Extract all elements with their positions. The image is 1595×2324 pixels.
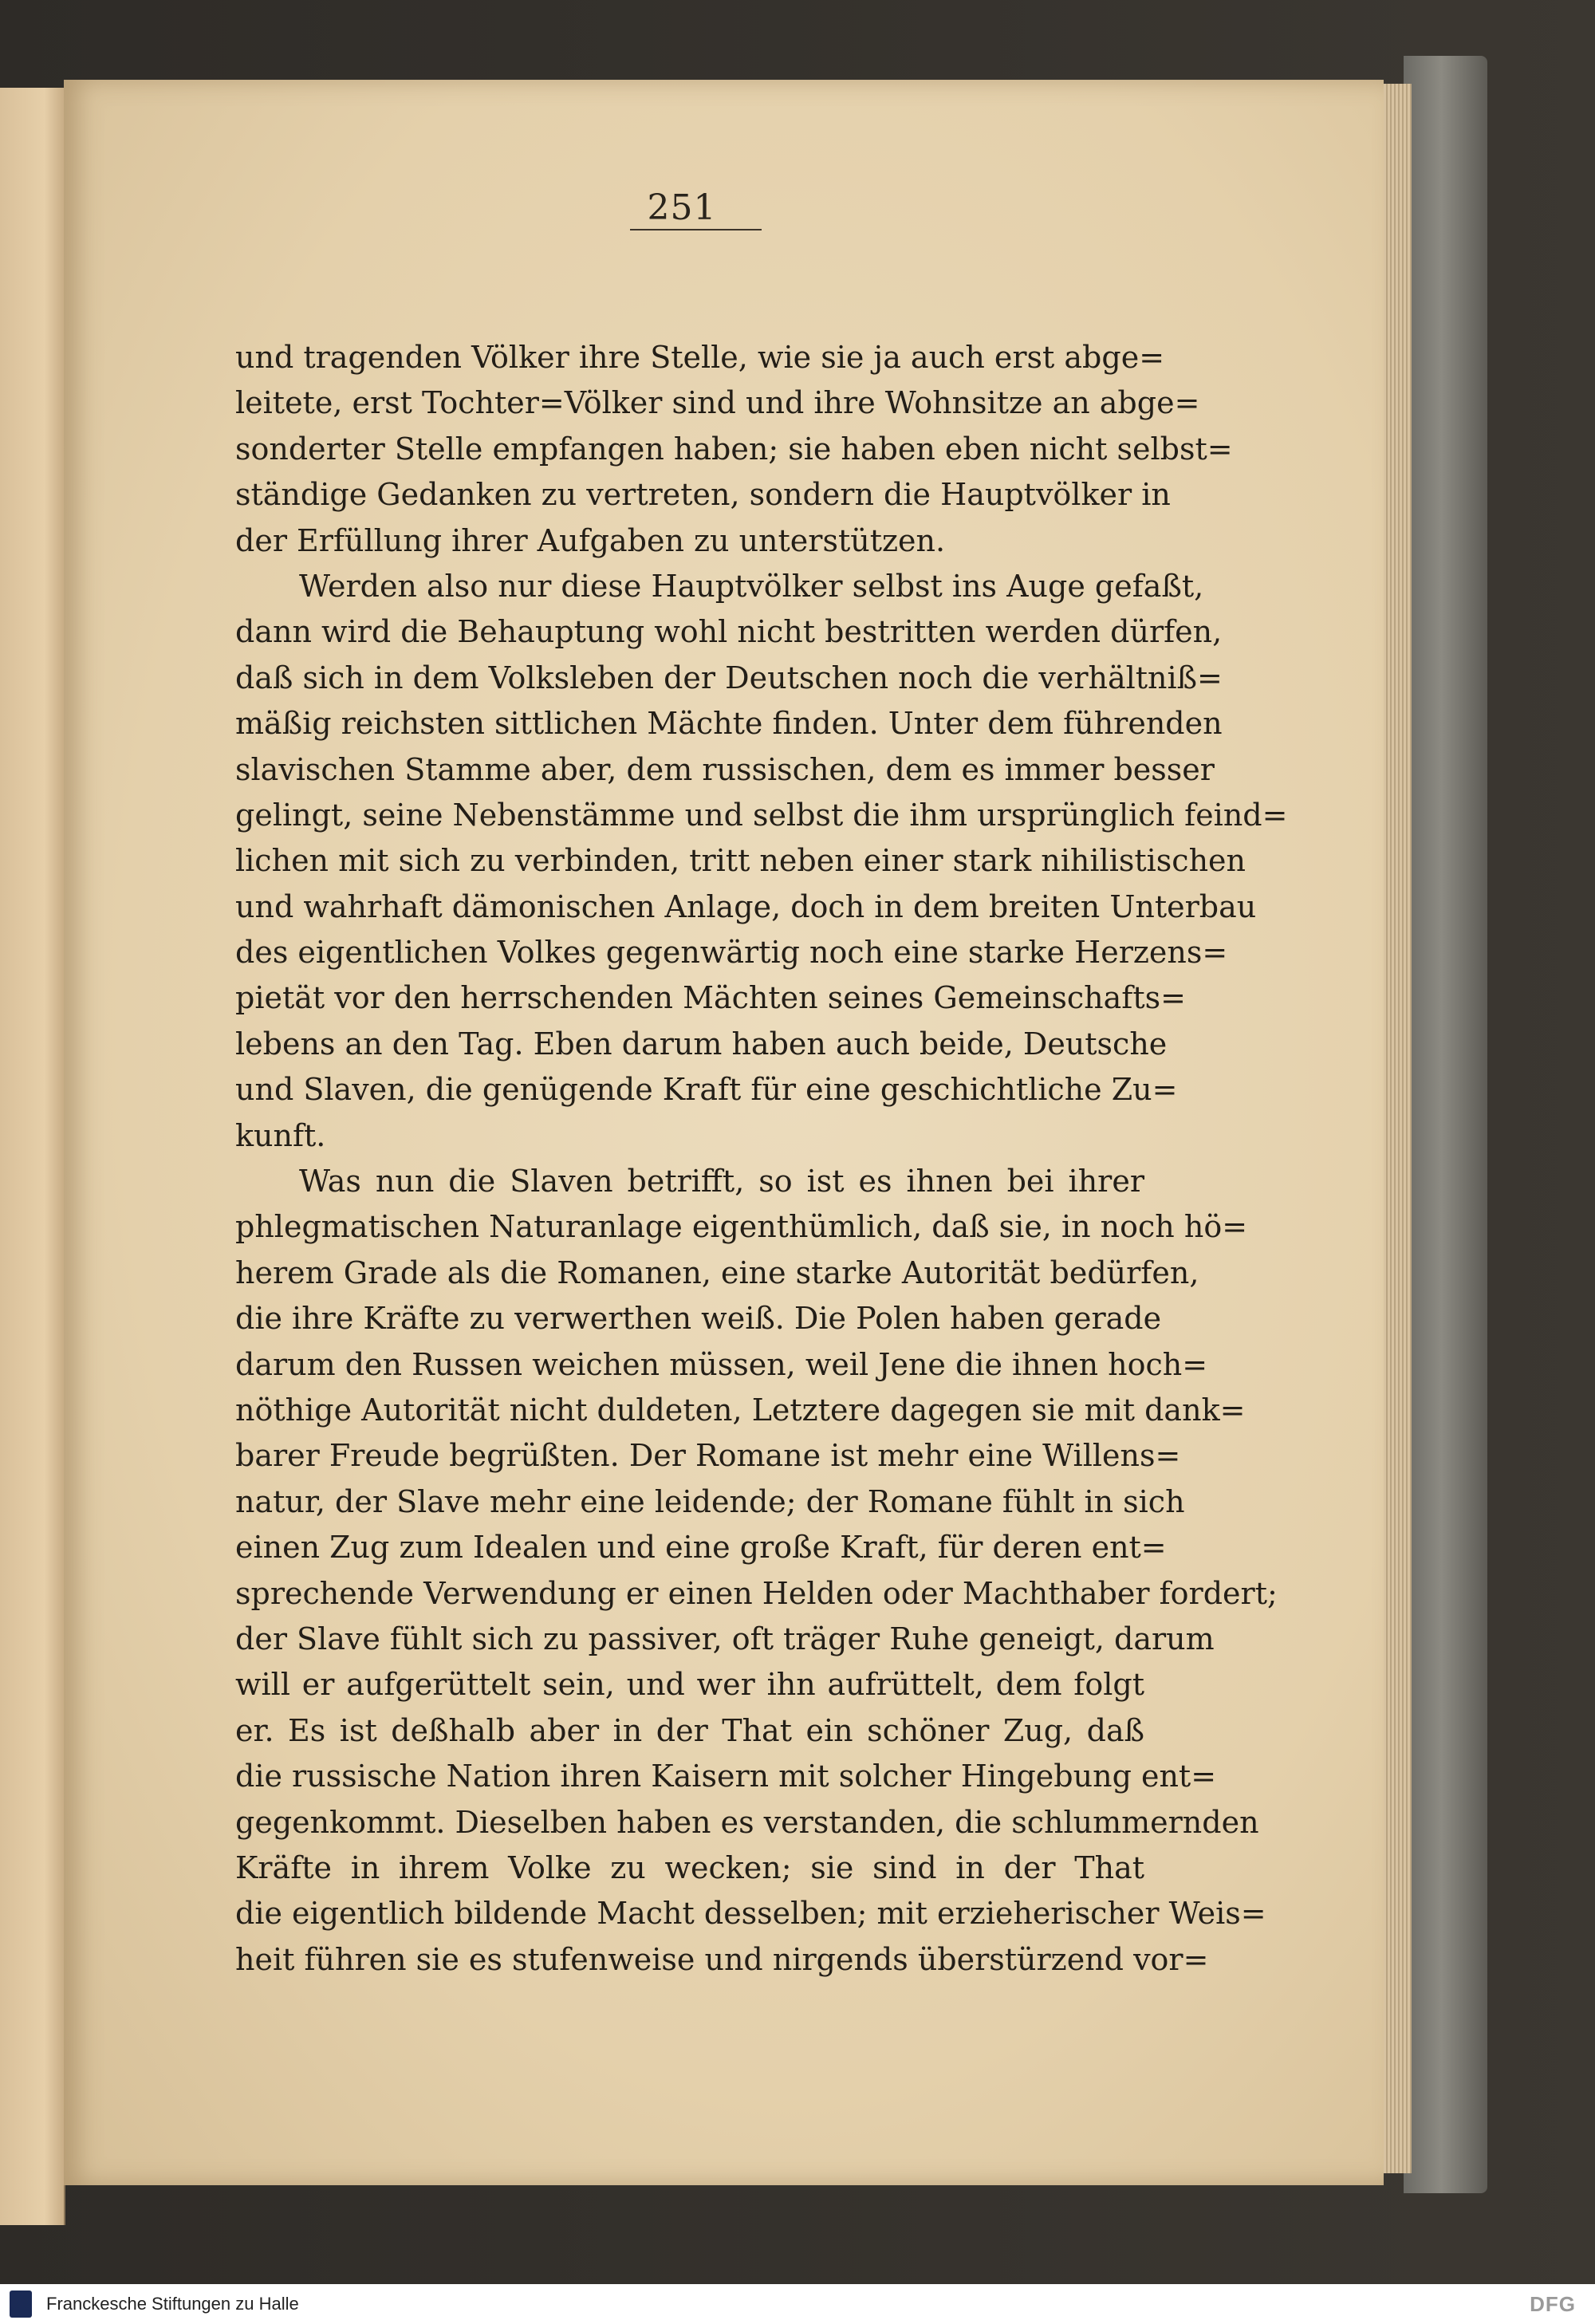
text-line: er. Es ist deßhalb aber in der That ein schöner Zug, daß: [235, 1712, 1144, 1748]
text-line: Was nun die Slaven betrifft, so ist es ihnen bei ihrer: [299, 1164, 1144, 1199]
text-line: sonderter Stelle empfangen haben; sie haben eben nicht selbst=: [235, 431, 1233, 467]
left-page-edge: [0, 88, 65, 2225]
text-line: lebens an den Tag. Eben darum haben auch beide, Deutsche: [235, 1026, 1168, 1062]
institution-name: Franckesche Stiftungen zu Halle: [46, 2294, 299, 2314]
dfg-logo: DFG: [1530, 2292, 1576, 2316]
text-line: mäßig reichsten sittlichen Mächte finden. Unter dem führenden: [235, 706, 1223, 742]
text-line: und tragenden Völker ihre Stelle, wie sie ja auch erst abge=: [235, 340, 1165, 375]
text-line: Kräfte in ihrem Volke zu wecken; sie sind in der That: [235, 1849, 1144, 1885]
text-line: daß sich in dem Volksleben der Deutschen noch die verhältniß=: [235, 660, 1223, 695]
text-line: und Slaven, die genügende Kraft für eine geschichtliche Zu=: [235, 1072, 1178, 1108]
text-line: kunft.: [235, 1117, 326, 1153]
text-line: lichen mit sich zu verbinden, tritt neben einer stark nihilistischen: [235, 843, 1246, 879]
text-line: heit führen sie es stufenweise und nirgends überstürzend vor=: [235, 1941, 1209, 1977]
page-number: 251: [647, 187, 717, 228]
text-line: und wahrhaft dämonischen Anlage, doch in dem breiten Unterbau: [235, 888, 1257, 924]
text-line: die eigentlich bildende Macht desselben; mit erzieherischer Weis=: [235, 1896, 1266, 1932]
text-line: barer Freude begrüßten. Der Romane ist mehr eine Willens=: [235, 1438, 1181, 1474]
page-number-rule: [630, 229, 762, 230]
text-line: sprechende Verwendung er einen Helden oder Machthaber fordert;: [235, 1575, 1278, 1611]
text-line: die ihre Kräfte zu verwerthen weiß. Die Polen haben gerade: [235, 1301, 1162, 1337]
text-line: phlegmatischen Naturanlage eigenthümlich, daß sie, in noch hö=: [235, 1209, 1248, 1245]
book-cover-edge: [1404, 56, 1487, 2193]
text-line: darum den Russen weichen müssen, weil Jene die ihnen hoch=: [235, 1346, 1208, 1382]
text-line: der Erfüllung ihrer Aufgaben zu unterstützen.: [235, 522, 946, 558]
text-line: die russische Nation ihren Kaisern mit solcher Hingebung ent=: [235, 1759, 1217, 1794]
page-text: [235, 335, 1288, 1983]
text-line: will er aufgerüttelt sein, und wer ihn aufrüttelt, dem folgt: [235, 1667, 1144, 1703]
text-line: ständige Gedanken zu vertreten, sondern die Hauptvölker in: [235, 477, 1171, 513]
footer-bar: [0, 2284, 1595, 2324]
text-line: des eigentlichen Volkes gegenwärtig noch eine starke Herzens=: [235, 935, 1228, 971]
text-line: der Slave fühlt sich zu passiver, oft träger Ruhe geneigt, darum: [235, 1621, 1215, 1656]
text-line: dann wird die Behauptung wohl nicht bestritten werden dürfen,: [235, 614, 1223, 650]
text-line: slavischen Stamme aber, dem russischen, dem es immer besser: [235, 751, 1215, 787]
text-line: nöthige Autorität nicht duldeten, Letztere dagegen sie mit dank=: [235, 1392, 1246, 1428]
text-line: herem Grade als die Romanen, eine starke Autorität bedürfen,: [235, 1255, 1199, 1290]
text-line: leitete, erst Tochter=Völker sind und ihre Wohnsitze an abge=: [235, 385, 1200, 421]
institution-logo-icon: [10, 2291, 32, 2318]
text-line: natur, der Slave mehr eine leidende; der Romane fühlt in sich: [235, 1483, 1185, 1519]
text-line: gegenkommt. Dieselben haben es verstanden, die schlummernden: [235, 1804, 1259, 1840]
text-line: gelingt, seine Nebenstämme und selbst die ihm ursprünglich feind=: [235, 797, 1288, 833]
text-line: pietät vor den herrschenden Mächten seines Gemeinschafts=: [235, 980, 1186, 1016]
text-line: Werden also nur diese Hauptvölker selbst ins Auge gefaßt,: [299, 568, 1204, 604]
text-line: einen Zug zum Idealen und eine große Kraft, für deren ent=: [235, 1530, 1167, 1566]
